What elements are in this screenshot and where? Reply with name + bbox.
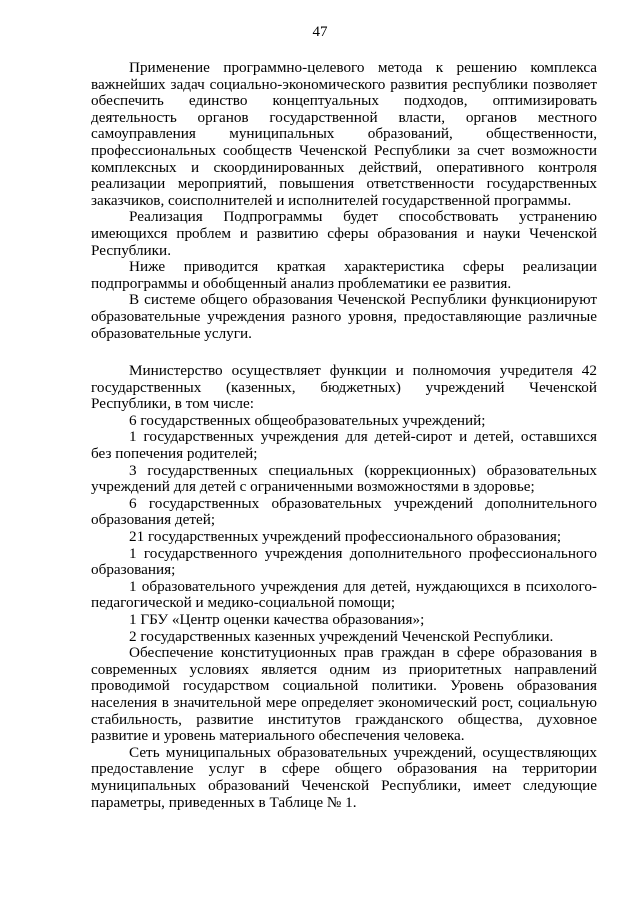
list-item: 1 государственных учреждения для детей-сирот и детей, оставшихся без попечения родителей; <box>91 428 597 463</box>
paragraph: Применение программно-целевого метода к решению комплекса важнейших задач социально-экономического развития республики позволяет обеспечить единство концептуальных подходов, оптимизировать деятельность органов государственной власти, органов местного самоуправления муниципальных образований, общественности, профессиональных сообществ Чеченской Республики за счет возможности комплексных и скоординированных действий, оперативного контроля реализации мероприятий, повышения ответственности государственных заказчиков, соисполнителей и исполнителей государственной программы. <box>91 59 597 209</box>
paragraph-gap <box>91 342 597 363</box>
list-item: 21 государственных учреждений профессионального образования; <box>129 528 562 546</box>
list-item: 2 государственных казенных учреждений Чеченской Республики. <box>129 627 554 645</box>
list-item: 1 государственного учреждения дополнительного профессионального образования; <box>91 544 597 579</box>
list-item: 6 государственных образовательных учреждений дополнительного образования детей; <box>91 494 597 529</box>
list-item: 3 государственных специальных (коррекционных) образовательных учреждений для детей с ограниченными возможностями в здоровье; <box>91 461 597 496</box>
list-item: 1 образовательного учреждения для детей, нуждающихся в психолого-педагогической и медико-социальной помощи; <box>91 577 597 612</box>
paragraph: В системе общего образования Чеченской Республики функционируют образовательные учреждения разного уровня, предоставляющие различные образовательные услуги. <box>91 291 597 342</box>
paragraph: Ниже приводится краткая характеристика сферы реализации подпрограммы и обобщенный анализ проблематики ее развития. <box>91 258 597 292</box>
body-text <box>91 60 597 811</box>
paragraph: Обеспечение конституционных прав граждан в сфере образования в современных условиях является одним из приоритетных направлений проводимой государством социальной политики. Уровень образования населения в значительной мере определяет экономический рост, социальную стабильность, развитие институтов гражданского общества, духовное развитие и уровень материального обеспечения человека. <box>91 644 597 745</box>
paragraph: Министерство осуществляет функции и полномочия учредителя 42 государственных (казенных, бюджетных) учреждений Чеченской Республики, в том числе: <box>91 362 597 413</box>
page-number: 47 <box>312 24 328 40</box>
list-item: 1 ГБУ «Центр оценки качества образования»; <box>129 611 425 628</box>
paragraph: Сеть муниципальных образовательных учреждений, осуществляющих предоставление услуг в сфере общего образования на территории муниципальных образований Чеченской Республики, имеет следующие параметры, приведенных в Таблице № 1. <box>91 743 597 811</box>
paragraph: Реализация Подпрограммы будет способствовать устранению имеющихся проблем и развитию сферы образования и науки Чеченской Республики. <box>91 208 597 259</box>
list-item: 6 государственных общеобразовательных учреждений; <box>129 411 486 429</box>
